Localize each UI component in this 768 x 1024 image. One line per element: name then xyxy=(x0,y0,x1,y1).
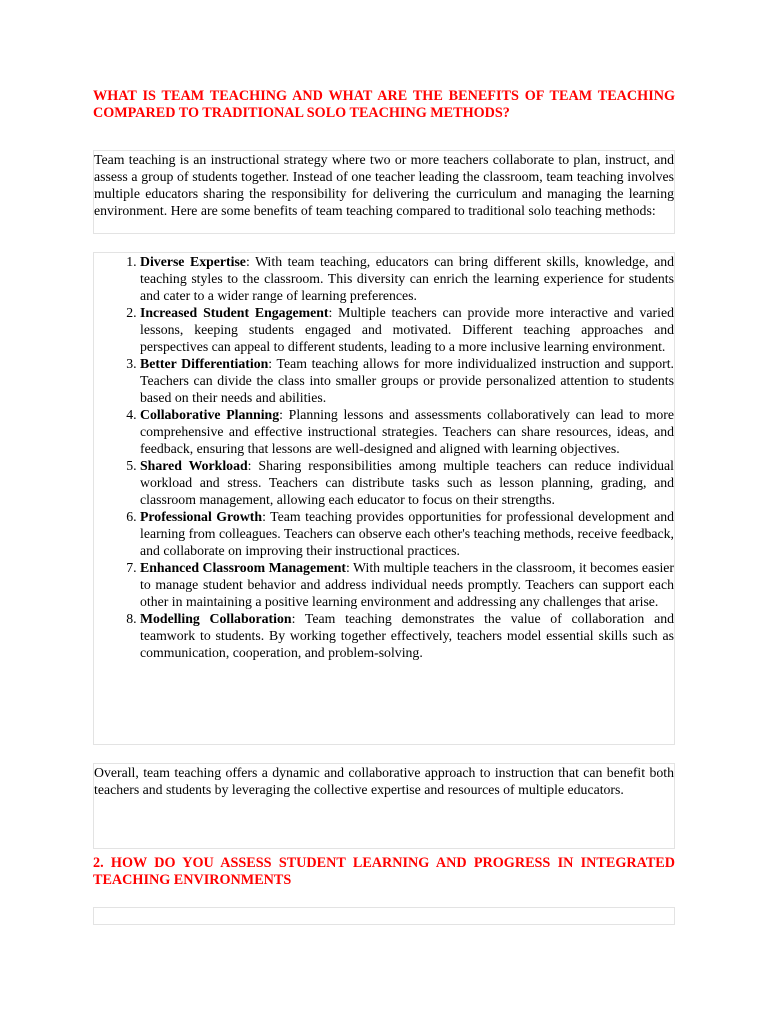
benefit-title: Increased Student Engagement xyxy=(140,305,329,320)
benefit-title: Shared Workload xyxy=(140,458,248,473)
list-item xyxy=(140,304,674,355)
conclusion-paragraph: Overall, team teaching offers a dynamic and collaborative approach to instruction that can benefit both teachers and students by leveraging the collective expertise and resources of multiple educators. xyxy=(94,765,674,797)
benefit-text: : Multiple teachers can provide more interactive and varied lessons, keeping students engaged and motivated. Different teaching approaches and perspectives can appeal to different students, leading to a more inclusive learning environment. xyxy=(140,305,675,354)
benefits-list xyxy=(94,253,674,661)
empty-answer-box xyxy=(93,907,675,925)
list-item xyxy=(140,406,674,457)
list-item xyxy=(140,559,674,610)
benefit-title: Enhanced Classroom Management xyxy=(140,560,346,575)
list-item xyxy=(140,253,674,304)
conclusion-box xyxy=(93,763,675,849)
benefit-title: Modelling Collaboration xyxy=(140,611,292,626)
benefit-text: : Sharing responsibilities among multiple teachers can reduce individual workload and stress. Teachers can distribute tasks such as lesson planning, grading, and classroom management, allowing each educator to focus on their strengths. xyxy=(140,458,674,507)
benefit-text: : Team teaching allows for more individualized instruction and support. Teachers can divide the class into smaller groups or provide personalized attention to students based on their needs and abilities. xyxy=(140,356,674,405)
list-item xyxy=(140,457,674,508)
section-heading-1: WHAT IS TEAM TEACHING AND WHAT ARE THE BENEFITS OF TEAM TEACHING COMPARED TO TRADITIONAL SOLO TEACHING METHODS? xyxy=(93,88,675,121)
intro-paragraph: Team teaching is an instructional strategy where two or more teachers collaborate to plan, instruct, and assess a group of students together. Instead of one teacher leading the classroom, team teaching involves multiple educators sharing the responsibility for delivering the curriculum and managing the learning environment. Here are some benefits of team teaching compared to traditional solo teaching methods: xyxy=(94,152,674,218)
benefit-text: : With multiple teachers in the classroom, it becomes easier to manage student behavior and address individual needs promptly. Teachers can support each other in maintaining a positive learning environment and addressing any challenges that arise. xyxy=(140,560,675,609)
benefit-title: Diverse Expertise xyxy=(140,254,246,269)
list-item xyxy=(140,355,674,406)
benefit-title: Collaborative Planning xyxy=(140,407,280,422)
intro-box xyxy=(93,150,675,234)
benefit-title: Professional Growth xyxy=(140,509,263,524)
list-item xyxy=(140,610,674,661)
benefit-text: : With team teaching, educators can bring different skills, knowledge, and teaching styles to the classroom. This diversity can enrich the learning experience for students and cater to a wider range of learning preferences. xyxy=(140,254,674,303)
benefit-title: Better Differentiation xyxy=(140,356,269,371)
section-heading-2: 2. HOW DO YOU ASSESS STUDENT LEARNING AND PROGRESS IN INTEGRATED TEACHING ENVIRONMENTS xyxy=(93,855,675,888)
list-item xyxy=(140,508,674,559)
benefit-text: : Team teaching demonstrates the value of collaboration and teamwork to students. By working together effectively, teachers model essential skills such as communication, cooperation, and problem-solving. xyxy=(140,611,674,660)
benefit-text: : Planning lessons and assessments collaboratively can lead to more comprehensive and effective instructional strategies. Teachers can share resources, ideas, and feedback, ensuring that lessons are well-designed and aligned with learning objectives. xyxy=(140,407,674,456)
benefit-text: : Team teaching provides opportunities for professional development and learning from colleagues. Teachers can observe each other's teaching methods, receive feedback, and collaborate on improving their instructional practices. xyxy=(140,509,675,558)
benefits-box xyxy=(93,252,675,745)
